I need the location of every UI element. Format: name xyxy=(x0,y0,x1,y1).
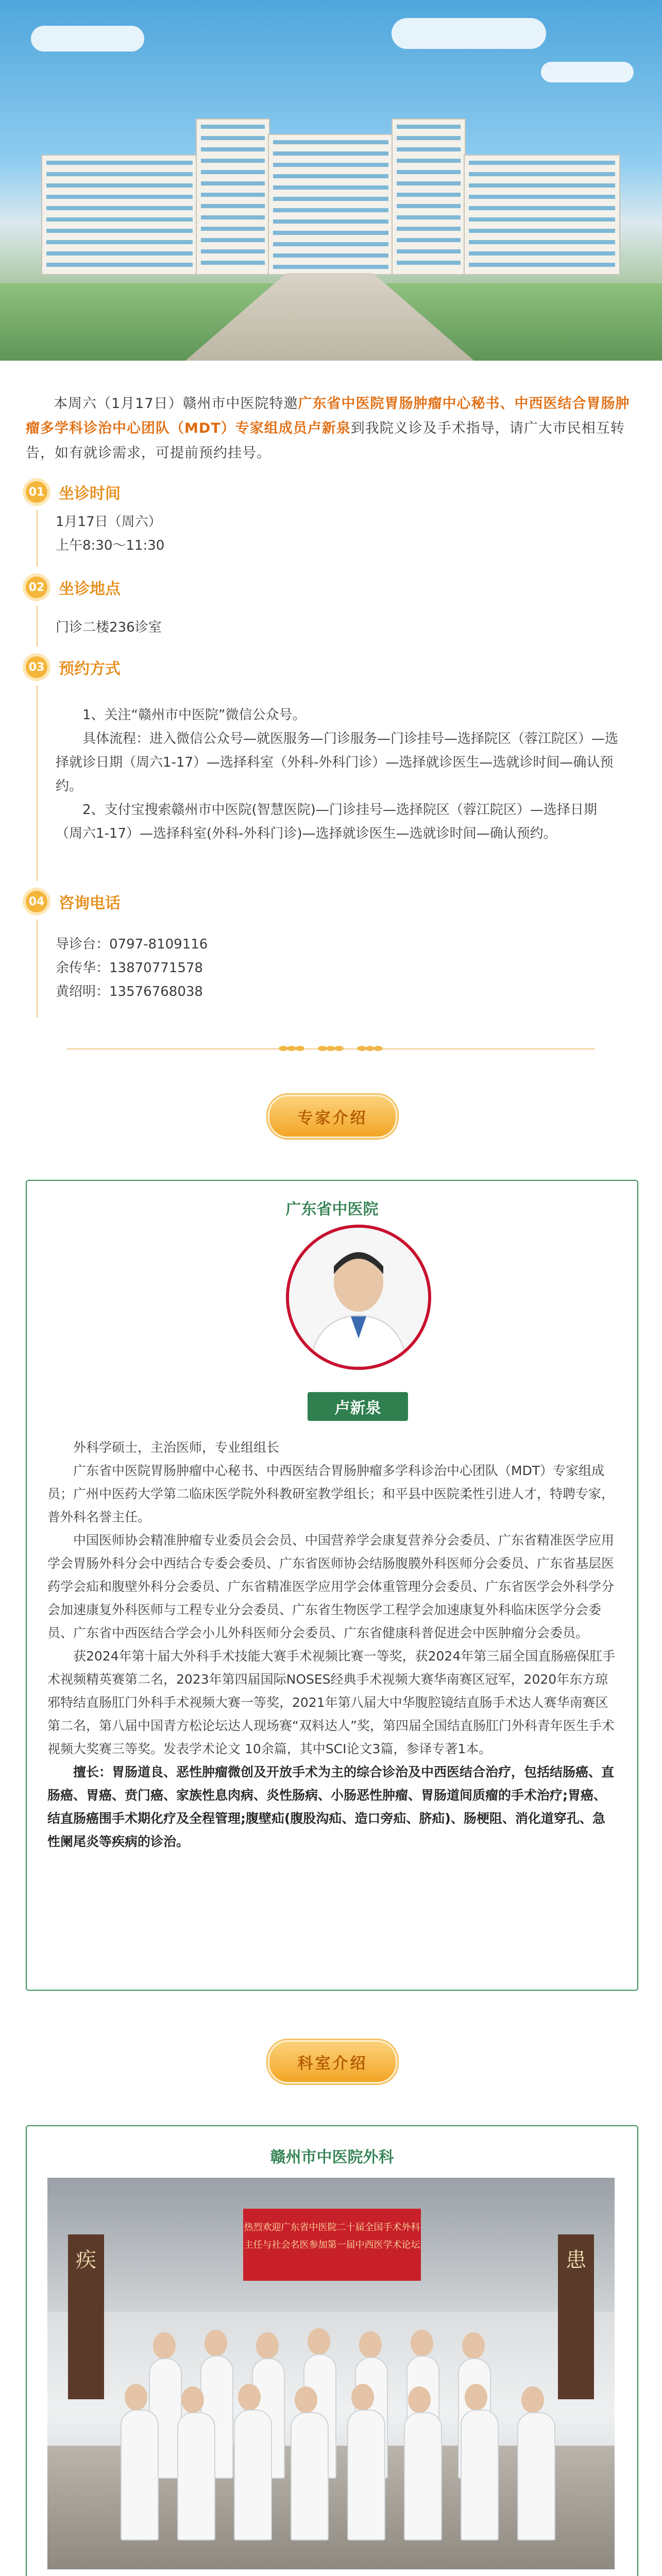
intro-highlight: 广东省中医院胃肠肿瘤中心秘书、中西医结合胃肠肿瘤多学科诊治中心团队（MDT）专家组成员卢新泉 xyxy=(26,396,630,436)
dept-title: 赣州市中医院外科 xyxy=(270,2148,394,2166)
hospital-building xyxy=(196,118,270,275)
staff-figure xyxy=(121,2410,159,2540)
staff-figure xyxy=(517,2412,555,2540)
section-time-body xyxy=(56,510,622,557)
hospital-hero-image xyxy=(0,0,662,361)
calligraphy-right-text: 患 xyxy=(566,2248,586,2272)
section-connector xyxy=(37,605,38,647)
expert-memberships: 中国医师协会精准肿瘤专业委员会会员、中国营养学会康复营养分会委员、广东省精准医学应用学会胃肠外科分会中西结合专委会委员、广东省医师协会结肠腹膜外科医师分会委员、广东省基层医药学会疝和腹壁外科分会委员、广东省精准医学应用学会体重管理分会委员、广东省医学会外科学分会加速康复外科医师与工程专业分会委员、广东省生物医学工程学会加速康复外科临床医学分会委员、广东省中西医结合学会小儿外科医师分会委员、广东省健康科普促进会中医肿瘤分会委员。 xyxy=(47,1533,615,1640)
staff-head xyxy=(359,2331,382,2358)
section-number: 02 xyxy=(26,577,47,598)
intro-text: 本周六（1月17日）赣州市中医院特邀 xyxy=(54,396,298,412)
expert-skills-label: 擅长： xyxy=(73,1765,112,1780)
welcome-banner-text: 热烈欢迎广东省中医院二十届全国手术外科主任与社会名医参加第一届中西医学术论坛 xyxy=(244,2222,420,2250)
staff-head xyxy=(411,2330,433,2357)
section-number: 01 xyxy=(26,481,47,503)
welcome-banner xyxy=(243,2209,421,2281)
calligraphy-left xyxy=(68,2234,104,2399)
expert-bio xyxy=(47,1436,617,1853)
wheat-icon xyxy=(317,1041,344,1056)
staff-head xyxy=(256,2332,279,2359)
hospital-building xyxy=(268,134,394,275)
section-number: 04 xyxy=(26,891,47,912)
section-location-header xyxy=(26,572,121,603)
staff-head xyxy=(125,2384,147,2411)
booking-step-alipay: 2、支付宝搜索赣州市中医院(智慧医院)—门诊挂号—选择院区（蓉江院区）—选择日期（周六1-17）—选择科室(外科-外科门诊)—选择就诊医生—选就诊时间—确认预约。 xyxy=(56,802,597,841)
booking-step-wechat: 1、关注“赣州市中医院”微信公众号。 xyxy=(82,707,306,723)
phone-front-desk[interactable]: 导诊台：0797-8109116 xyxy=(56,937,208,952)
staff-head xyxy=(465,2384,487,2411)
expert-name: 卢新泉 xyxy=(308,1392,408,1421)
event-announcement xyxy=(26,392,636,466)
calligraphy-left-text: 疾 xyxy=(76,2248,96,2272)
staff-head xyxy=(521,2386,544,2413)
wheat-icon xyxy=(278,1041,305,1056)
section-title: 坐诊时间 xyxy=(59,485,121,503)
cloud xyxy=(541,62,634,82)
staff-figure xyxy=(177,2412,215,2540)
phone-contact-1[interactable]: 余传华：13870771578 xyxy=(56,960,203,976)
staff-head xyxy=(351,2384,374,2411)
expert-section-pill: 专家介绍 xyxy=(268,1095,397,1138)
team-photo xyxy=(47,2178,615,2569)
expert-title: 外科学硕士，主治医师，专业组组长 xyxy=(73,1440,280,1455)
expert-photo xyxy=(286,1225,431,1370)
expert-card xyxy=(26,1180,638,1991)
section-connector xyxy=(37,685,38,881)
staff-head xyxy=(153,2332,176,2359)
doctor-portrait-icon xyxy=(289,1228,428,1367)
expert-hospital: 广东省中医院 xyxy=(285,1200,379,1218)
expert-skills: 胃肠道良、恶性肿瘤微创及开放手术为主的综合诊治及中西医结合治疗，包括结肠癌、直肠癌、胃癌、贲门癌、家族性息肉病、炎性肠病、小肠恶性肿瘤、胃肠道间质瘤的手术治疗;胃癌、结直肠癌围手术期化疗及全程管理;腹壁疝(腹股沟疝、造口旁疝、脐疝)、肠梗阻、消化道穿孔、急性阑尾炎等疾病的诊治。 xyxy=(47,1765,615,1849)
calligraphy-right xyxy=(558,2234,594,2399)
section-title: 咨询电话 xyxy=(59,894,121,912)
section-phone-header xyxy=(26,886,121,917)
section-booking-header xyxy=(26,652,121,683)
staff-head xyxy=(181,2386,204,2413)
staff-figure xyxy=(461,2410,499,2540)
staff-head xyxy=(295,2386,317,2413)
hospital-building xyxy=(464,155,620,275)
date-text: 1月17日（周六） xyxy=(56,514,162,530)
staff-head xyxy=(238,2384,261,2411)
phone-contact-2[interactable]: 黄绍明：13576768038 xyxy=(56,984,203,999)
section-connector xyxy=(37,920,38,1018)
section-booking-body xyxy=(56,703,622,845)
section-phone-body xyxy=(56,933,622,1004)
booking-flow-wechat: 具体流程：进入微信公众号—就医服务—门诊服务—门诊挂号—选择院区（蓉江院区）—选择就诊日期（周六1-17）—选择科室（外科-外科门诊）—选择就诊医生—选就诊时间—确认预约。 xyxy=(56,731,619,794)
section-time-header xyxy=(26,477,121,507)
expert-awards: 获2024年第十届大外科手术技能大赛手术视频比赛一等奖，获2024年第三届全国直肠癌保肛手术视频精英赛第二名，2023年第四届国际NOSES经典手术视频大赛华南赛区冠军，2020年东方琼邪特结直肠肛门外科手术视频大赛一等奖，2021年第八届大中华腹腔镜结直肠手术达人赛华南赛区第二名，第八届中国青方松论坛达人现场赛“双料达人”奖，第四届全国结直肠肛门外科青年医生手术视频大奖赛三等奖。发表学术论文 10余篇，其中SCI论文3篇，参译专著1本。 xyxy=(47,1649,616,1756)
intro-text-end: 到我院义诊及手术指导，请广大市民相互转告，如有就诊需求，可提前预约挂号。 xyxy=(26,420,625,461)
staff-figure xyxy=(347,2410,385,2540)
section-number: 03 xyxy=(26,656,47,678)
wheat-icon xyxy=(357,1041,383,1056)
section-title: 坐诊地点 xyxy=(59,580,121,598)
location-text: 门诊二楼236诊室 xyxy=(56,620,162,635)
staff-head xyxy=(408,2386,431,2413)
staff-head xyxy=(205,2330,227,2357)
hospital-building xyxy=(41,155,198,275)
section-connector xyxy=(37,510,38,567)
expert-positions: 广东省中医院胃肠肿瘤中心秘书、中西医结合胃肠肿瘤多学科诊治中心团队（MDT）专家组成员；广州中医药大学第二临床医学院外科教研室教学组长；和平县中医院柔性引进人才，特聘专家，普外科名誉主任。 xyxy=(47,1463,615,1524)
staff-figure xyxy=(234,2410,272,2540)
cloud xyxy=(31,26,144,52)
time-text: 上午8:30～11:30 xyxy=(56,538,165,553)
staff-head xyxy=(462,2332,485,2359)
cloud xyxy=(392,18,546,49)
staff-figure xyxy=(404,2412,442,2540)
dept-card xyxy=(26,2125,638,2576)
dept-section-pill: 科室介绍 xyxy=(268,2040,397,2083)
staff-head xyxy=(308,2328,330,2355)
hospital-building xyxy=(392,118,466,275)
staff-figure xyxy=(291,2412,329,2540)
section-title: 预约方式 xyxy=(59,660,121,678)
section-location-body xyxy=(56,616,622,639)
